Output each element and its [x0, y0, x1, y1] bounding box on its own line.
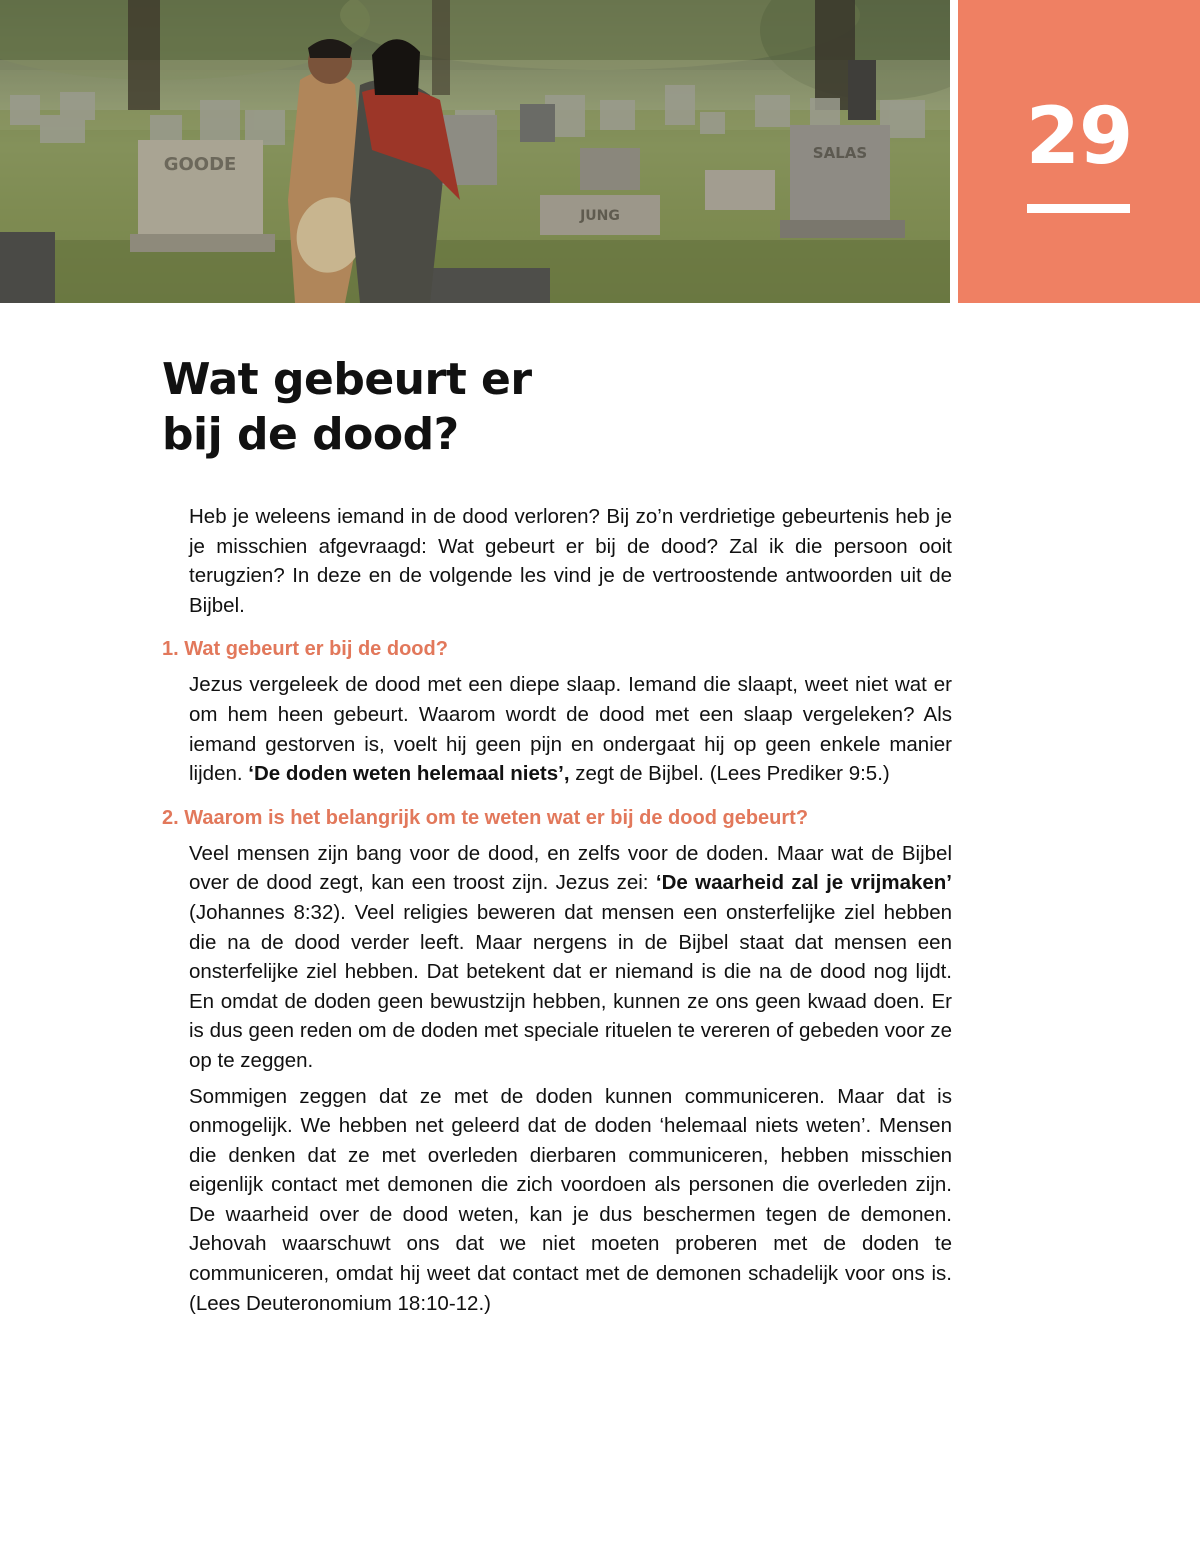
section-2-text-after: (Johannes 8:32). Veel religies beweren dat mensen een onsterfelijke ziel hebben die na de dood verder leeft. Maar nergens in de Bijbel staat dat mensen een onsterfelijke ziel hebben. Dat betekent dat er niemand is die na de dood nog lijdt. En omdat de doden geen bewustzijn hebben, kunnen ze ons geen kwaad doen. Er is dus geen reden om de doden met speciale rituelen te vereren of gebeden voor ze op te zeggen.: [189, 900, 952, 1072]
lesson-content: [162, 502, 952, 1318]
section-2-paragraph-1: [189, 839, 952, 1076]
page-title-line-2: bij de dood?: [162, 409, 459, 460]
section-2-paragraph-2: Sommigen zeggen dat ze met de doden kunnen communiceren. Maar dat is onmogelijk. We hebben net geleerd dat de doden ‘helemaal niets weten’. Mensen die denken dat ze met overleden dierbaren communiceren, hebben misschien eigenlijk contact met demonen die zich voordoen als personen die overleden zijn. De waarheid over de dood weten, kan je dus beschermen tegen de demonen. Jehovah waarschuwt ons dat we niet moeten proberen met de doden te communiceren, omdat hij weet dat contact met de demonen schadelijk voor ons is. (Lees Deuteronomium 18:10-12.): [189, 1084, 952, 1315]
section-1-text-after: zegt de Bijbel. (Lees Prediker 9:5.): [569, 762, 890, 786]
page-title: [162, 352, 762, 462]
intro-paragraph: Heb je weleens iemand in de dood verloren? Bij zo’n verdrietige gebeurtenis heb je je misschien afgevraagd: Wat gebeurt er bij de dood? Zal ik die persoon ooit terugzien? In deze en de volgende les vind je de vertroostende antwoorden uit de Bijbel.: [189, 505, 952, 617]
section-1-paragraph: [189, 670, 952, 788]
lesson-number-underline: [1027, 204, 1130, 213]
cemetery-photo: [0, 0, 950, 303]
headstone-goode: GOODE: [163, 154, 237, 175]
headstone-salas: SALAS: [812, 144, 868, 162]
page-title-line-1: Wat gebeurt er: [162, 354, 532, 405]
lesson-number-box: [958, 0, 1200, 303]
section-1-bible-quote: ‘De doden weten helemaal niets’,: [248, 762, 570, 786]
section-1-text-before: Jezus vergeleek de dood met een diepe slaap. Iemand die slaapt, weet niet wat er om hem heen gebeurt. Waarom wordt de dood met een slaap vergeleken? Als iemand gestorven is, voelt hij geen pijn en ondergaat hij op geen enkele manier lijden.: [189, 673, 952, 786]
section-2-heading: 2. Waarom is het belangrijk om te weten wat er bij de dood gebeurt?: [162, 806, 809, 829]
cemetery-illustration: [0, 0, 950, 303]
headstone-jung: JUNG: [580, 208, 620, 224]
section-2-bible-quote: ‘De waarheid zal je vrijmaken’: [655, 871, 952, 895]
section-2-text-before: Veel mensen zijn bang voor de dood, en zelfs voor de doden. Maar wat de Bijbel over de dood zegt, kan een troost zijn. Jezus zei:: [189, 841, 952, 895]
section-1-heading: 1. Wat gebeurt er bij de dood?: [162, 638, 448, 661]
lesson-number: 29: [1025, 92, 1133, 182]
